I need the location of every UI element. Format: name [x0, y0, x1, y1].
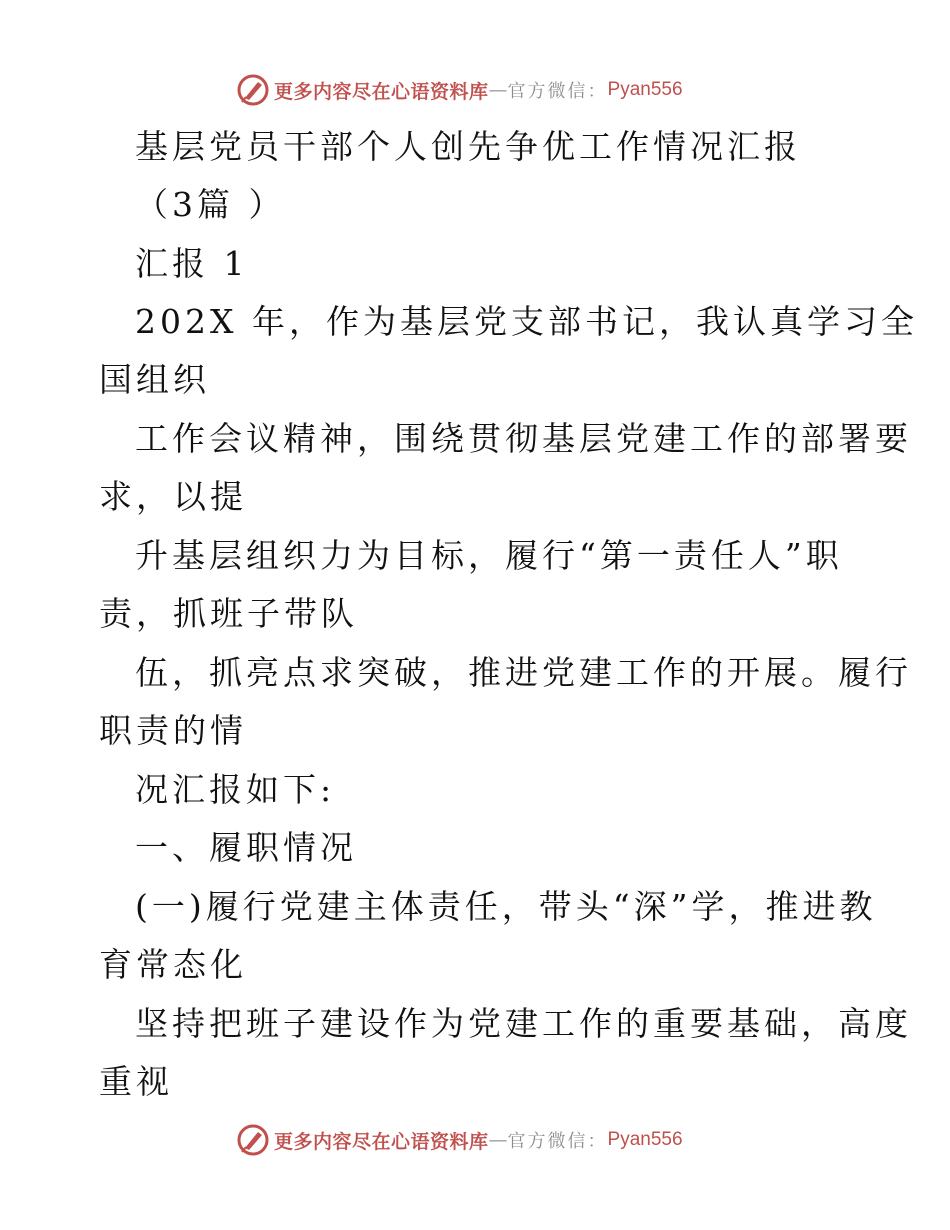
paragraph-line: 重视 — [99, 1062, 173, 1101]
watermark-main-text: 更多内容尽在心语资料库 — [274, 1130, 489, 1153]
quill-pen-logo-icon — [236, 73, 270, 107]
document-title: 基层党员干部个人创先争优工作情况汇报 — [135, 127, 801, 166]
watermark-dash: — — [488, 79, 508, 101]
paragraph-line: 职责的情 — [99, 711, 247, 750]
paragraph-line: 工作会议精神，围绕贯彻基层党建工作的部署要 — [135, 419, 912, 458]
watermark-dash: — — [488, 1129, 508, 1151]
document-subtitle: （3篇 ） — [135, 185, 286, 224]
watermark-id-text: Pyan556 — [607, 79, 683, 100]
subsection-heading: (一)履行党建主体责任，带头“深”学，推进教 — [135, 887, 877, 926]
section-heading: 汇报 1 — [135, 244, 249, 283]
subsection-heading: 育常态化 — [99, 945, 247, 984]
paragraph-line: 责，抓班子带队 — [99, 594, 358, 633]
footer-watermark — [236, 1122, 683, 1158]
quill-pen-logo-icon — [236, 1123, 270, 1157]
paragraph-line: 求，以提 — [99, 477, 247, 516]
paragraph-line: 伍，抓亮点求突破，推进党建工作的开展。履行 — [135, 653, 912, 692]
section-heading: 一、履职情况 — [135, 828, 357, 867]
watermark-main-text: 更多内容尽在心语资料库 — [274, 80, 489, 103]
paragraph-line: 坚持把班子建设作为党建工作的重要基础，高度 — [135, 1004, 912, 1043]
paragraph-line: 升基层组织力为目标，履行“第一责任人”职 — [135, 536, 843, 575]
header-watermark — [236, 72, 683, 108]
watermark-label-text: 官方微信： — [507, 81, 608, 102]
paragraph-line: 国组织 — [99, 360, 210, 399]
paragraph-line: 202X 年，作为基层党支部书记，我认真学习全 — [135, 302, 918, 341]
watermark-label-text: 官方微信： — [507, 1131, 608, 1152]
watermark-id-text: Pyan556 — [607, 1129, 683, 1150]
paragraph-line: 况汇报如下: — [135, 770, 336, 809]
